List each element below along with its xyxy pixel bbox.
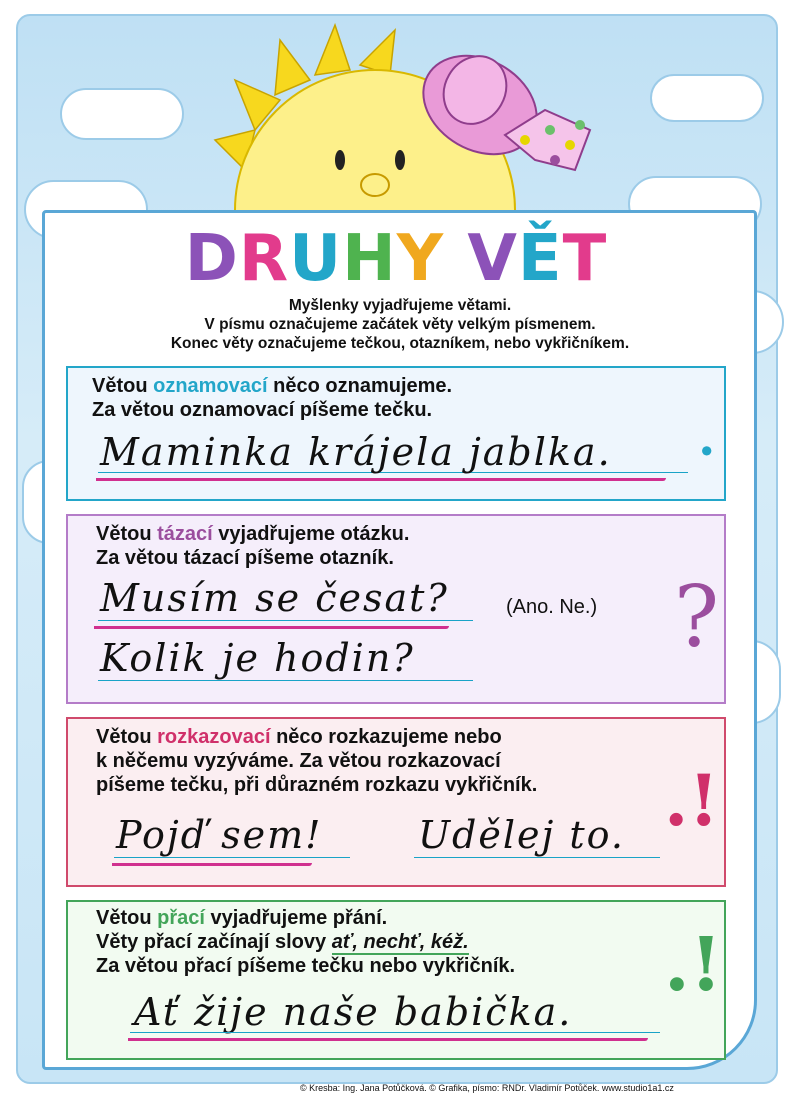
writing-line: [130, 1032, 660, 1033]
credit-line: © Kresba: Ing. Jana Potůčková. © Grafika, písmo: RNDr. Vladimír Potůček. www.studio1a1.cz: [300, 1083, 674, 1093]
section-rozkazovaci: [66, 717, 726, 887]
text-line: píšeme tečku, při důrazném rozkazu vykřičník.: [96, 774, 538, 796]
text-line: Za větou oznamovací píšeme tečku.: [92, 399, 433, 421]
question-mark-symbol: ?: [674, 568, 720, 666]
intro-text: [60, 296, 740, 353]
text-fragment: Větou: [96, 907, 158, 929]
text-fragment: Větou: [96, 523, 158, 545]
section-text: [96, 725, 537, 797]
text-line: k něčemu vyzýváme. Za větou rozkazovací: [96, 750, 501, 772]
text-line: Za větou tázací píšeme otazník.: [96, 547, 394, 569]
handwritten-example: Udělej to.: [418, 813, 625, 857]
section-text: [96, 522, 409, 570]
highlighted-words: ať, nechť, kéž.: [331, 931, 469, 953]
exclamation-symbol: .!: [664, 922, 723, 1008]
handwritten-example: Kolik je hodin?: [100, 636, 415, 680]
title-letter: T: [562, 222, 608, 296]
title-letter: [444, 222, 467, 296]
text-fragment: Větou: [92, 375, 154, 397]
cloud-decoration: [650, 74, 764, 122]
keyword-rozkazovaci: rozkazovací: [157, 726, 271, 748]
section-text: [92, 374, 452, 422]
answer-text: (Ano. Ne.): [506, 596, 598, 618]
keyword-oznamovaci: oznamovací: [153, 375, 268, 397]
title-letter: V: [467, 222, 518, 296]
underline-mark: [112, 863, 312, 866]
exclamation-symbol: .!: [664, 759, 720, 842]
section-praci: [66, 900, 726, 1060]
text-fragment: Věty přací začínají slovy: [96, 931, 332, 953]
title-letter: D: [184, 222, 239, 296]
title-letter: Y: [396, 222, 445, 296]
text-fragment: něco rozkazujeme nebo: [270, 726, 502, 748]
text-fragment: něco oznamujeme.: [267, 375, 453, 397]
handwritten-example: Musím se česat?: [100, 576, 449, 620]
text-fragment: Větou: [96, 726, 158, 748]
writing-line: [414, 857, 660, 858]
sun-with-hat-illustration: [195, 20, 615, 220]
keyword-tazaci: tázací: [157, 523, 213, 545]
section-oznamovaci: [66, 366, 726, 501]
underline-mark: [128, 1038, 648, 1041]
intro-line: V písmu označujeme začátek věty velkým písmenem.: [204, 316, 596, 333]
handwritten-example: Ať žije naše babička.: [134, 990, 573, 1034]
title-letter: H: [342, 222, 397, 296]
text-fragment: vyjadřujeme přání.: [204, 907, 388, 929]
writing-line: [114, 857, 350, 858]
handwritten-example: Pojď sem!: [116, 813, 323, 857]
underline-mark: [96, 478, 666, 481]
text-fragment: vyjadřujeme otázku.: [212, 523, 410, 545]
intro-line: Myšlenky vyjadřujeme větami.: [288, 297, 512, 314]
writing-line: [98, 680, 473, 681]
section-text: [96, 906, 515, 978]
title-letter: Ě: [517, 222, 563, 296]
period-symbol: .: [698, 408, 716, 467]
cloud-decoration: [60, 88, 184, 140]
section-tazaci: [66, 514, 726, 704]
title-letter: U: [289, 222, 343, 296]
text-line: Za větou přací píšeme tečku nebo vykřičník.: [96, 955, 516, 977]
underline-mark: [94, 626, 449, 629]
intro-line: Konec věty označujeme tečkou, otazníkem, nebo vykřičníkem.: [170, 335, 630, 352]
keyword-praci: přací: [157, 907, 205, 929]
title-letter: R: [238, 222, 290, 296]
handwritten-example: Maminka krájela jablka.: [100, 430, 612, 474]
writing-line: [98, 620, 473, 621]
page-title: [0, 222, 792, 295]
